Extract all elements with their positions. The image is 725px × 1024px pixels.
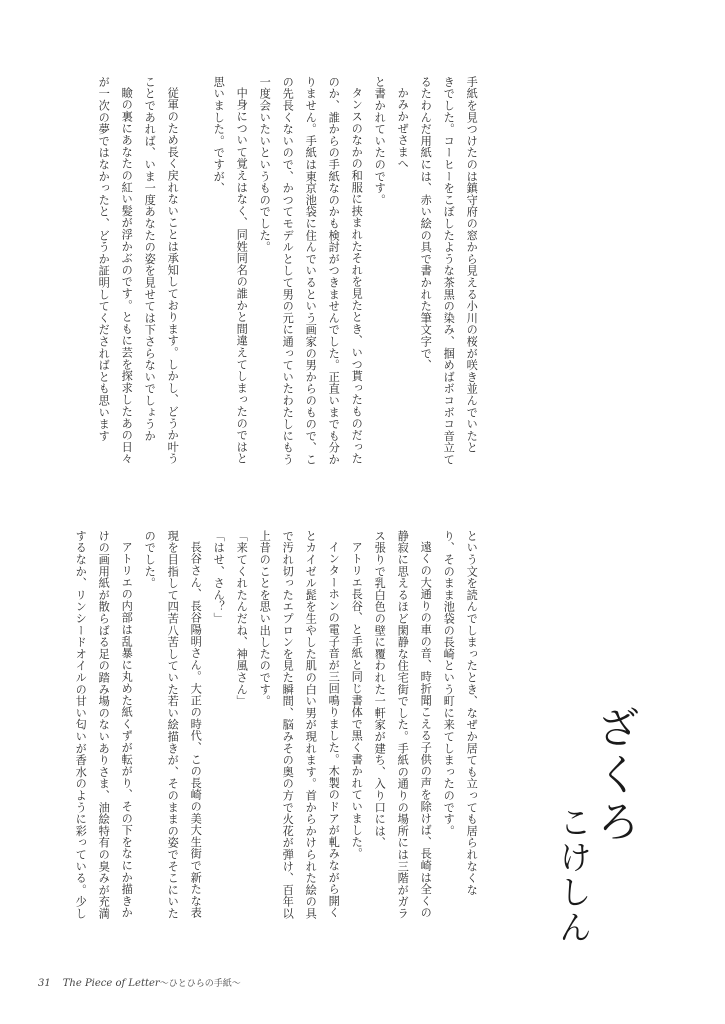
text-column: 上昔のことを思い出したのです。 <box>258 530 272 707</box>
text-column: けの画用紙が散らばる足の踏み場のないありさま、油絵特有の臭みが充満 <box>97 530 111 920</box>
publication-subtitle: ～ひとひらの手紙～ <box>159 979 241 989</box>
text-column: アトリエ長谷、と手紙と同じ書体で黒く書かれていました。 <box>350 541 364 860</box>
text-column: 一度会いたいというものでした。 <box>258 76 272 253</box>
page-footer <box>38 976 241 989</box>
text-column: ことであれば、いま一度あなたの姿を見せては下さらないでしょうか <box>143 76 157 442</box>
publication-title: The Piece of Letter <box>62 978 160 989</box>
text-column: ス張りで乳白色の壁に覆われた一軒家が建ち、入り口には、 <box>373 530 387 849</box>
text-column: 手紙を見つけたのは鎮守府の窓から見える小川の桜が咲き並んでいたと <box>465 76 479 454</box>
text-column: とカイゼル髭を生やした肌の白い男が現れます。首からかけられた絵の具 <box>304 530 318 920</box>
text-column: アトリエの内部は乱暴に丸めた紙くずが転がり、その下をなにか描きか <box>120 541 134 919</box>
text-column: するなか、リンシードオイルの甘い匂いが香水のように彩っている。少し <box>74 530 88 920</box>
text-column: 長谷さん、長谷陽明さん。大正の時代、この長崎の美大生街で新たな表 <box>189 541 203 919</box>
text-column: 静寂に思えるほど閑静な住宅街でした。手紙の通りの場所には三階がガラ <box>396 530 410 920</box>
text-column: の先長くないので、かつてモデルとして男の元に通っていたわたしにもう <box>281 76 295 466</box>
text-column: 遠くの大通りの車の音、時折聞こえる子供の声を除けば、長崎は全くの <box>419 541 433 919</box>
text-column: のか、誰からの手紙なのかも検討がつきませんでした。正直いまでも分か <box>327 76 341 466</box>
text-column: 「はせ、さん？」 <box>212 530 226 625</box>
text-column: と書かれていたのです。 <box>373 76 387 206</box>
page-number: 31 <box>38 978 51 989</box>
text-column: きでした。コーヒーをこぼしたような茶黒の染み、掴めばボコボコ音立て <box>442 76 456 466</box>
author-name: こけしん <box>554 805 593 945</box>
text-column: が一次の夢ではなかったと、どうか証明してくださればとも思います <box>97 76 111 442</box>
text-column: りません。手紙は東京池袋に住んでいるという画家の男からのもので、こ <box>304 76 318 466</box>
text-column: かみかぜさまへ <box>396 87 410 170</box>
text-column: で汚れ切ったエプロンを見た瞬間、脳みその奥の方で火花が弾け、百年以 <box>281 530 295 920</box>
text-column: 従軍のため長く戻れないことは承知しております。しかし、どうか叶う <box>166 87 180 465</box>
text-column: という文を読んでしまったとき、なぜか居ても立っても居られなくな <box>465 530 479 896</box>
text-column: インターホンの電子音が三回鳴りました。木製のドアが軋みながら開く <box>327 541 341 919</box>
text-column: 中身について覚えはなく、同姓同名の誰かと間違えてしまったのではと <box>235 87 249 465</box>
text-column: タンスのなかの和服に挟まれたそれを見たとき、いつ貰ったものだった <box>350 87 364 465</box>
text-column: 現を目指して四苦八苦していた若い絵描きが、そのままの姿でそこにいた <box>166 530 180 920</box>
text-column: 「来てくれたんだね、神風さん」 <box>235 530 249 707</box>
text-column: るたわんだ用紙には、赤い絵の具で書かれた筆文字で、 <box>419 76 433 371</box>
text-column: 思いました。ですが、 <box>212 76 226 194</box>
text-column: のでした。 <box>143 530 157 589</box>
story-title: ざくろ <box>590 705 640 846</box>
text-column: 瞼の裏にあなたの紅い髪が浮かぶのです。ともに芸を探求したあの日々 <box>120 87 134 465</box>
text-column: り、そのまま池袋の長崎という町に来てしまったのです。 <box>442 530 456 837</box>
